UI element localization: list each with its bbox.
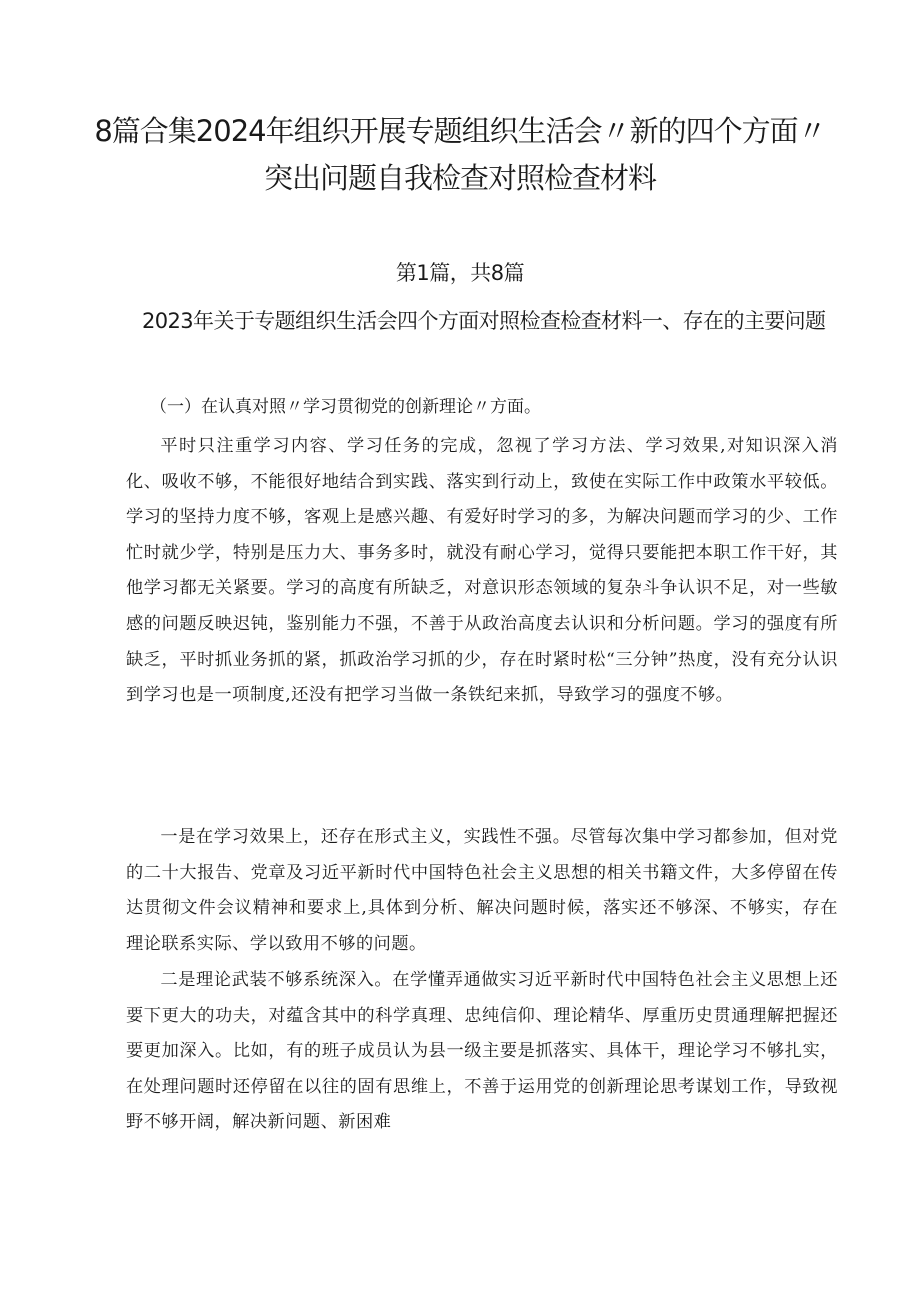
body-paragraph: 平时只注重学习内容、学习任务的完成，忽视了学习方法、学习效果,对知识深入消化、吸收不够，不能很好地结合到实践、落实到行动上，致使在实际工作中政策水平较低。学习的坚持力度不够，客观上是感兴趣、有爱好时学习的多，为解决问题而学习的少、工作忙时就少学，特别是压力大、事务多时，就没有耐心学习，觉得只要能把本职工作干好，其他学习都无关紧要。学习的高度有所缺乏，对意识形态领域的复杂斗争认识不足，对一些敏感的问题反映迟钝，鉴别能力不强，不善于从政治高度去认识和分析问题。学习的强度有所缺乏，平时抓业务抓的紧，抓政治学习抓的少，存在时紧时松“三分钟”热度，没有充分认识到学习也是一项制度,还没有把学习当做一条铁纪来抓，导致学习的强度不够。	[126, 436, 838, 706]
body-paragraph: 二是理论武装不够系统深入。在学懂弄通做实习近平新时代中国特色社会主义思想上还要下更大的功夫，对蕴含其中的科学真理、忠纯信仰、理论精华、厚重历史贯通理解把握还要更加深入。比如，有的班子成员认为县一级主要是抓落实、具体干，理论学习不够扎实，在处理问题时还停留在以往的固有思维上，不善于运用党的创新理论思考谋划工作，导致视野不够开阔，解决新问题、新困难	[126, 970, 838, 1133]
article-subtitle: 2023年关于专题组织生活会四个方面对照检查检查材料一、存在的主要问题	[142, 309, 826, 333]
section-heading: （一）在认真对照〃学习贯彻党的创新理论〃方面。	[150, 397, 541, 417]
body-paragraph: 一是在学习效果上，还存在形式主义，实践性不强。尽管每次集中学习都参加，但对党的二十大报告、党章及习近平新时代中国特色社会主义思想的相关书籍文件，大多停留在传达贯彻文件会议精神和要求上,具体到分析、解决问题时候，落实还不够深、不够实，存在理论联系实际、学以致用不够的问题。	[126, 827, 838, 954]
document-title: 8篇合集2024年组织开展专题组织生活会〃新的四个方面〃突出问题自我检查对照检查材料	[94, 114, 826, 195]
part-heading: 第1篇，共8篇	[395, 261, 525, 285]
